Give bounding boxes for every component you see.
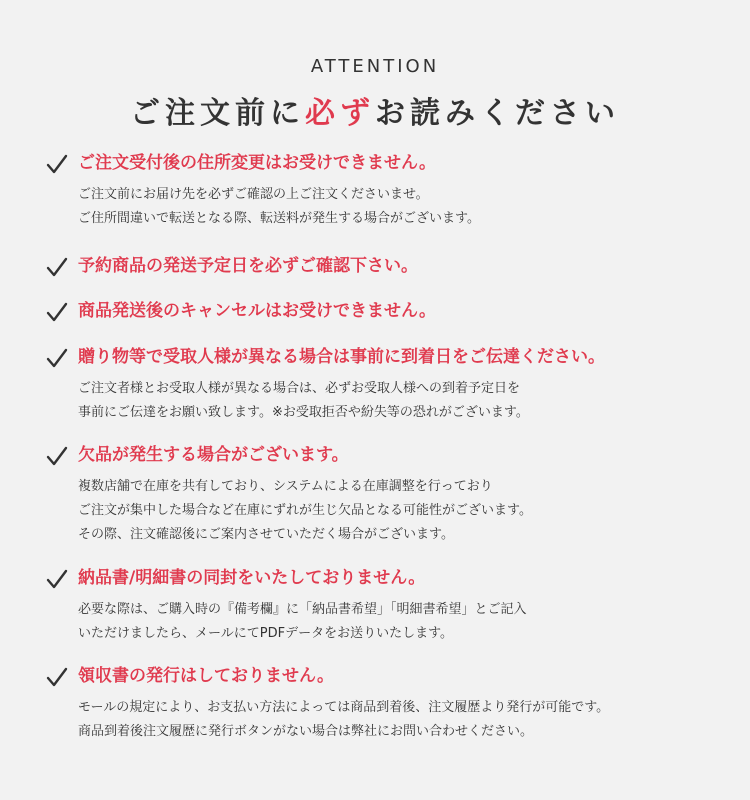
- notice-desc: [78, 475, 532, 547]
- check-icon: [46, 445, 68, 467]
- notice-desc-line: その際、注文確認後にご案内させていただく場合がございます。: [78, 527, 454, 542]
- notice-desc-line: ご注文が集中した場合など在庫にずれが生じ欠品となる可能性がございます。: [78, 503, 532, 518]
- notice-desc-line: 複数店舗で在庫を共有しており、システムによる在庫調整を行っており: [78, 479, 493, 494]
- page-title: [0, 88, 750, 132]
- notice-title: 商品発送後のキャンセルはお受けできません。: [78, 301, 437, 321]
- title-pre: ご注文前に: [130, 96, 305, 131]
- header-en: ATTENTION: [310, 56, 440, 77]
- notice-desc-line: 商品到着後注文履歴に発行ボタンがない場合は弊社にお問い合わせください。: [78, 724, 534, 739]
- check-icon: [46, 256, 68, 278]
- notice-title: 贈り物等で受取人様が異なる場合は事前に到着日をご伝達ください。: [78, 347, 605, 367]
- notice-desc-line: ご注文者様とお受取人様が異なる場合は、必ずお受取人様への到着予定日を: [78, 381, 521, 396]
- notice-desc-line: モールの規定により、お支払い方法によっては商品到着後、注文履歴より発行が可能です。: [78, 700, 610, 715]
- title-accent: 必ず: [305, 96, 375, 131]
- notice-desc-line: 必要な際は、ご購入時の『備考欄』に「納品書希望」「明細書希望」とご記入: [78, 602, 527, 617]
- check-icon: [46, 568, 68, 590]
- notice-title: 欠品が発生する場合がございます。: [78, 445, 349, 465]
- check-icon: [46, 153, 68, 175]
- notice-title: ご注文受付後の住所変更はお受けできません。: [78, 153, 437, 173]
- check-icon: [46, 347, 68, 369]
- notice-desc-line: ご住所間違いで転送となる際、転送料が発生する場合がございます。: [78, 211, 480, 226]
- title-post: お読みください: [375, 96, 620, 131]
- notice-desc: [78, 377, 529, 425]
- notice-desc-line: ご注文前にお届け先を必ずご確認の上ご注文くださいませ。: [78, 187, 429, 202]
- notice-desc-line: いただけましたら、メールにてPDFデータをお送りいたします。: [78, 626, 454, 641]
- notice-desc-line: 事前にご伝達をお願い致します。※お受取拒否や紛失等の恐れがございます。: [78, 405, 529, 420]
- notice-desc: [78, 183, 480, 231]
- check-icon: [46, 666, 68, 688]
- check-icon: [46, 301, 68, 323]
- notice-title: 納品書/明細書の同封をいたしておりません。: [78, 568, 426, 588]
- notice-desc: [78, 696, 609, 744]
- notice-title: 予約商品の発送予定日を必ずご確認下さい。: [78, 256, 418, 276]
- notice-title: 領収書の発行はしておりません。: [78, 666, 335, 686]
- notice-desc: [78, 598, 527, 646]
